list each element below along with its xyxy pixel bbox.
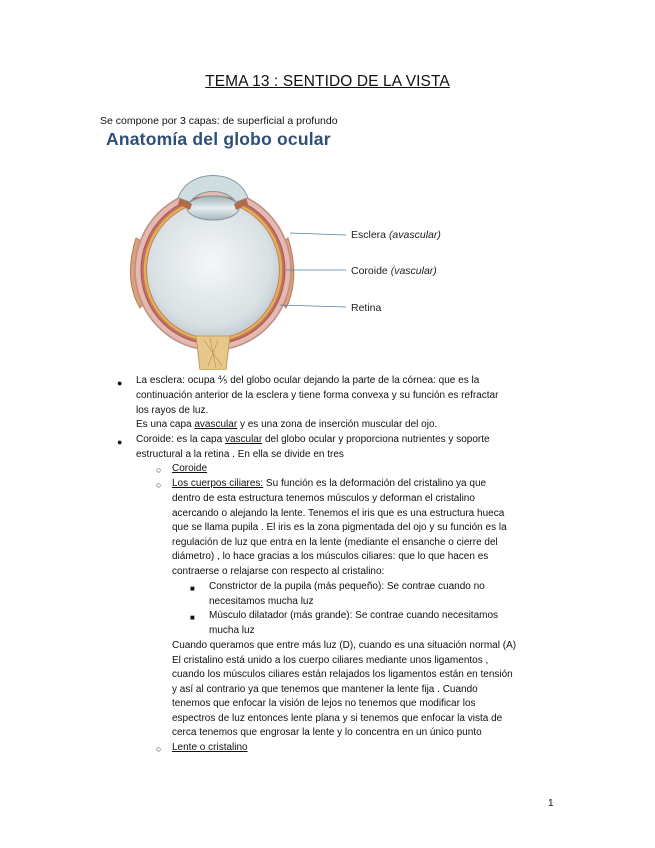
esclera-line-1: La esclera: ocupa ⅘ del globo ocular dejando la parte de la córnea: que es la xyxy=(136,375,480,386)
lens xyxy=(187,196,239,220)
intro-text: Se compone por 3 capas: de superficial a profundo xyxy=(100,115,338,127)
para-line-1: Cuando queramos que entre más luz (D), cuando es una situación normal (A) xyxy=(172,640,517,651)
cuerpos-line-2: dentro de esta estructura tenemos músculos y deforman el cristalino xyxy=(172,493,475,504)
constrictor-line-1: Constrictor de la pupila (más pequeño): Se contrae cuando no xyxy=(209,581,485,592)
vitreous-body xyxy=(147,202,279,338)
esclera-line-2: continuación anterior de la esclera y tiene forma convexa y su función es refractar xyxy=(136,390,499,401)
dilatador-line-2: mucha luz xyxy=(209,625,255,636)
cuerpos-line-5: regulación de luz que entra en la lente (mediante el ensanche o cierre del xyxy=(172,537,498,548)
esclera-line-4: Es una capa avascular y es una zona de inserción muscular del ojo. xyxy=(136,419,438,430)
disc-bullet: ● xyxy=(117,437,123,447)
leader-esclera xyxy=(290,233,346,235)
para-line-3: cuando los músculos ciliares están relajados los ligamentos están en tensión xyxy=(172,669,513,680)
eye-globe xyxy=(130,176,293,371)
sub-lente: Lente o cristalino xyxy=(172,742,248,753)
circle-bullet: ○ xyxy=(156,480,162,490)
label-retina: Retina xyxy=(351,302,382,314)
esclera-line-3: los rayos de luz. xyxy=(136,405,209,416)
document-title: TEMA 13 : SENTIDO DE LA VISTA xyxy=(205,73,450,90)
circle-bullet: ○ xyxy=(156,465,162,475)
para-line-6: espectros de luz entonces lente plana y si tenemos que enfocar la vista de xyxy=(172,713,503,724)
para-line-4: y así al contrario ya que tenemos que mantener la lente fija . Cuando xyxy=(172,684,478,695)
coroide-line-1: Coroide: es la capa vascular del globo ocular y proporciona nutrientes y soporte xyxy=(136,434,490,445)
dilatador-line-1: Músculo dilatador (más grande): Se contrae cuando necesitamos xyxy=(209,610,499,621)
cuerpos-line-6: diámetro) , lo hace gracias a los músculos ciliares: que lo que hacen es xyxy=(172,551,489,562)
constrictor-line-2: necesitamos mucha luz xyxy=(209,596,314,607)
square-bullet: ■ xyxy=(190,584,195,593)
page-number: 1 xyxy=(548,798,554,809)
coroide-line-2: estructural a la retina . En ella se divide en tres xyxy=(136,449,344,460)
cuerpos-line-1: Los cuerpos ciliares: Su función es la deformación del cristalino ya que xyxy=(172,478,487,489)
figure-title: Anatomía del globo ocular xyxy=(106,129,331,149)
leader-retina xyxy=(280,305,346,307)
cuerpos-line-4: que se llama pupila . El iris es la zona pigmentada del ojo y su función es la xyxy=(172,522,507,533)
label-esclera: Esclera (avascular) xyxy=(351,229,441,241)
cuerpos-line-7: contraerse o relajarse con respecto al cristalino: xyxy=(172,566,385,577)
sub-coroide: Coroide xyxy=(172,463,208,474)
eye-anatomy-figure xyxy=(118,158,458,370)
label-coroide: Coroide (vascular) xyxy=(351,265,437,277)
square-bullet: ■ xyxy=(190,613,195,622)
disc-bullet: ● xyxy=(117,378,123,388)
cuerpos-line-3: acercando o alejando la lente. Tenemos el iris que es una estructura hueca xyxy=(172,508,505,519)
circle-bullet: ○ xyxy=(156,744,162,754)
para-line-5: tenemos que enfocar la visión de lejos no tenemos que modificar los xyxy=(172,698,476,709)
para-line-7: cerca tenemos que engrosar la lente y lo concentra en un único punto xyxy=(172,727,482,738)
para-line-2: El cristalino está unido a los cuerpo ciliares mediante unos ligamentos , xyxy=(172,655,489,666)
